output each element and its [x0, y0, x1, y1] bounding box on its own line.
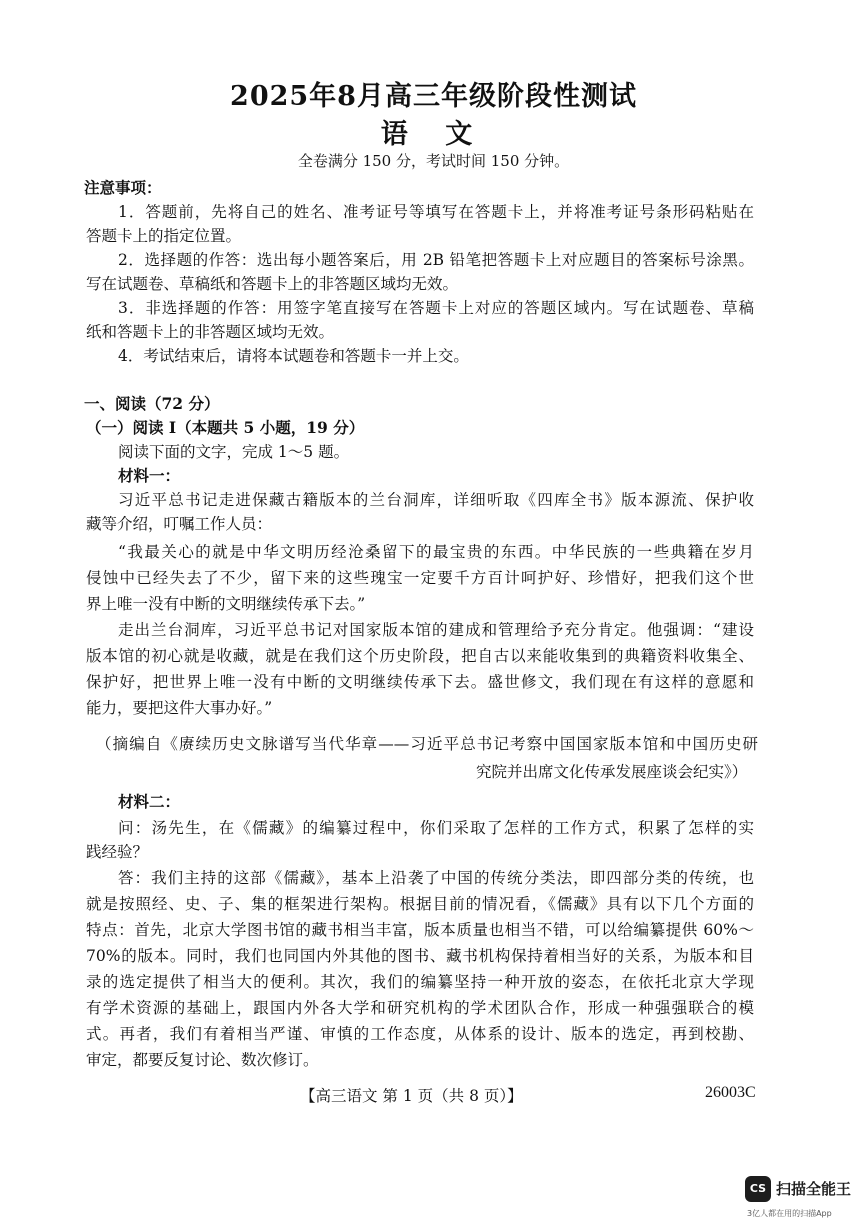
camscanner-logo-icon: CS: [745, 1176, 771, 1202]
material2-line: 式。再者，我们有着相当严谨、审慎的工作态度，从体系的设计、版本的选定，再到校勘、: [86, 1025, 754, 1043]
instruction: 阅读下面的文字，完成 1～5 题。: [118, 443, 350, 461]
material1-line: “我最关心的就是中华文明历经沧桑留下的最宝贵的东西。中华民族的一些典籍在岁月: [118, 543, 754, 561]
material2-line: 审定，都要反复讨论、数次修订。: [86, 1051, 319, 1069]
material1-line: 走出兰台洞库，习近平总书记对国家版本馆的建成和管理给予充分肯定。他强调：“建设: [118, 621, 754, 639]
source-line: 究院并出席文化传承发展座谈会纪实》）: [476, 763, 748, 781]
material2-label: 材料二：: [118, 792, 181, 811]
material1-line: 侵蚀中已经失去了不少，留下来的这些瑰宝一定要千方百计呵护好、珍惜好，把我们这个世: [86, 569, 754, 587]
exam-title: 2025年8月高三年级阶段性测试: [230, 81, 637, 112]
subject-title: 语 文: [380, 119, 487, 150]
material2-line: 就是按照经、史、子、集的框架进行架构。根据目前的情况看，《儒藏》具有以下几个方面的: [86, 895, 754, 913]
section-heading: 一、阅读（72 分）: [84, 394, 220, 413]
watermark-tagline: 3亿人都在用的扫描App: [747, 1209, 832, 1218]
exam-code: 26003C: [705, 1084, 756, 1101]
notice-line: 3．非选择题的作答：用签字笔直接写在答题卡上对应的答题区域内。写在试题卷、草稿: [118, 299, 754, 317]
notice-line: 纸和答题卡上的非答题区域均无效。: [86, 323, 335, 341]
material2-line: 特点：首先，北京大学图书馆的藏书相当丰富，版本质量也相当不错，可以给编纂提供 60%～: [86, 921, 754, 939]
notice-line: 2．选择题的作答：选出每小题答案后，用 2B 铅笔把答题卡上对应题目的答案标号涂黑。: [118, 251, 754, 269]
material2-line: 践经验？: [86, 843, 149, 861]
scanner-watermark: [745, 1176, 860, 1224]
material1-line: 保护好，把世界上唯一没有中断的文明继续传承下去。盛世修文，我们现在有这样的意愿和: [86, 673, 754, 691]
page-number-label: 【高三语文 第 1 页（共 8 页）】: [300, 1087, 523, 1105]
notice-line: 4．考试结束后，请将本试题卷和答题卡一并上交。: [118, 347, 469, 365]
material2-line: 70%的版本。同时，我们也同国内外其他的图书、藏书机构保持着相当好的关系，为版本和目: [86, 947, 754, 965]
notice-heading: 注意事项：: [84, 178, 162, 197]
source-line: （摘编自《赓续历史文脉谱写当代华章——习近平总书记考察中国国家版本馆和中国历史研: [96, 735, 758, 753]
notice-line: 答题卡上的指定位置。: [86, 227, 242, 245]
watermark-name: 扫描全能王: [776, 1180, 852, 1198]
material2-line: 问：汤先生，在《儒藏》的编纂过程中，你们采取了怎样的工作方式，积累了怎样的实: [118, 819, 754, 837]
notice-line: 1．答题前，先将自己的姓名、准考证号等填写在答题卡上，并将准考证号条形码粘贴在: [118, 203, 754, 221]
material2-line: 录的选定提供了相当大的便利。其次，我们的编纂坚持一种开放的姿态，在依托北京大学现: [86, 973, 754, 991]
material1-label: 材料一：: [118, 466, 181, 485]
sub-section-heading: （一）阅读 I（本题共 5 小题，19 分）: [86, 418, 365, 437]
notice-line: 写在试题卷、草稿纸和答题卡上的非答题区域均无效。: [86, 275, 459, 293]
material1-line: 能力，要把这件大事办好。”: [86, 699, 273, 717]
material2-line: 有学术资源的基础上，跟国内外各大学和研究机构的学术团队合作，形成一种强强联合的模: [86, 999, 754, 1017]
material1-line: 界上唯一没有中断的文明继续传承下去。”: [86, 595, 366, 613]
exam-meta: 全卷满分 150 分，考试时间 150 分钟。: [297, 152, 570, 170]
material2-line: 答：我们主持的这部《儒藏》，基本上沿袭了中国的传统分类法，即四部分类的传统，也: [118, 869, 754, 887]
material1-line: 藏等介绍，叮嘱工作人员：: [86, 515, 273, 533]
material1-line: 版本馆的初心就是收藏，就是在我们这个历史阶段，把自古以来能收集到的典籍资料收集全、: [86, 647, 754, 665]
material1-line: 习近平总书记走进保藏古籍版本的兰台洞库，详细听取《四库全书》版本源流、保护收: [118, 491, 754, 509]
